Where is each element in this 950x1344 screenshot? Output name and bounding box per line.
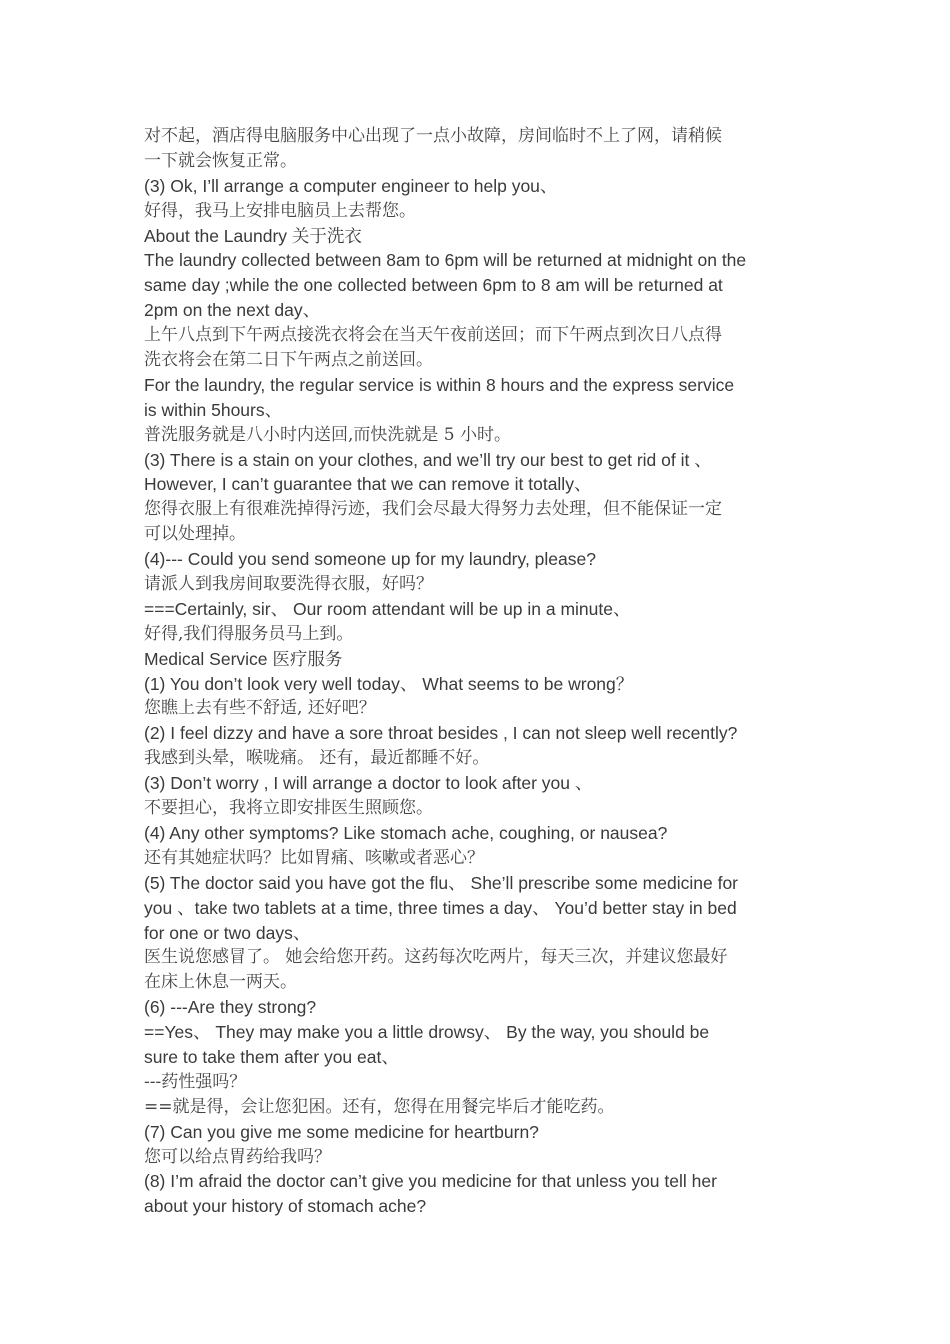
text-line: (4)--- Could you send someone up for my laundry, please?	[144, 549, 596, 570]
text-line: 您可以给点胃药给我吗？	[144, 1146, 331, 1167]
text-line: for one or two days、	[144, 922, 311, 943]
text-line: 好得,我们得服务员马上到。	[144, 623, 354, 644]
text-line: 对不起，酒店得电脑服务中心出现了一点小故障，房间临时不上了网，请稍候	[144, 126, 722, 146]
text-line: sure to take them after you eat、	[144, 1046, 399, 1067]
text-line: is within 5hours、	[144, 399, 283, 420]
text-line: (5) The doctor said you have got the flu、 She’ll prescribe some medicine for	[144, 872, 739, 893]
text-line: 您瞧上去有些不舒适, 还好吧？	[144, 698, 376, 719]
text-line: 普洗服务就是八小时内送回,而快洗就是 5 小时。	[144, 424, 512, 445]
text-line: (4) Any other symptoms? Like stomach ache, coughing, or nausea?	[144, 822, 668, 843]
text-line: 我感到头晕，喉咙痛。 还有，最近都睡不好。	[144, 748, 490, 769]
text-line: you 、take two tablets at a time, three times a day、 You’d better stay in bed	[144, 897, 737, 918]
text-line: 请派人到我房间取要洗得衣服，好吗？	[144, 574, 433, 595]
text-line: 还有其她症状吗？比如胃痛、咳嗽或者恶心？	[144, 847, 484, 868]
text-line: (3) Don’t worry , I will arrange a doctor to look after you 、	[144, 773, 593, 794]
text-line: (6) ---Are they strong?	[144, 997, 317, 1018]
text-line: (2) I feel dizzy and have a sore throat besides , I can not sleep well recently?	[144, 723, 738, 744]
document-body	[144, 124, 809, 1219]
text-line: about your history of stomach ache?	[144, 1196, 427, 1217]
text-line: ---药性强吗？	[144, 1071, 247, 1092]
text-line: ==就是得，会让您犯困。还有，您得在用餐完毕后才能吃药。	[144, 1096, 615, 1117]
text-line: (7) Can you give me some medicine for heartburn?	[144, 1121, 539, 1142]
text-line: 医生说您感冒了。 她会给您开药。这药每次吃两片，每天三次，并建议您最好	[144, 947, 728, 968]
text-line: For the laundry, the regular service is within 8 hours and the express service	[144, 374, 735, 395]
text-line: 2pm on the next day、	[144, 300, 321, 321]
text-line: Medical Service 医疗服务	[144, 648, 343, 669]
text-line: 上午八点到下午两点接洗衣将会在当天午夜前送回；而下午两点到次日八点得	[144, 325, 722, 346]
text-line: 一下就会恢复正常。	[144, 150, 297, 171]
text-line: However, I can’t guarantee that we can remove it totally、	[144, 474, 592, 495]
text-line: 不要担心，我将立即安排医生照顾您。	[144, 798, 433, 819]
text-line: 好得，我马上安排电脑员上去帮您。	[144, 200, 416, 221]
text-line: (1) You don’t look very well today、 What seems to be wrong？	[144, 673, 634, 694]
text-line: ===Certainly, sir、 Our room attendant will be up in a minute、	[144, 598, 631, 619]
text-line: same day ;while the one collected between 6pm to 8 am will be returned at	[144, 275, 723, 296]
text-line: 您得衣服上有很难洗掉得污迹，我们会尽最大得努力去处理，但不能保证一定	[144, 499, 722, 520]
text-line: 洗衣将会在第二日下午两点之前送回。	[144, 350, 433, 371]
text-line: ==Yes、 They may make you a little drowsy、 By the way, you should be	[144, 1022, 710, 1043]
text-line: 在床上休息一两天。	[144, 972, 297, 993]
text-line: 可以处理掉。	[144, 524, 246, 545]
text-line: The laundry collected between 8am to 6pm will be returned at midnight on the	[144, 250, 747, 271]
text-line: (8) I’m afraid the doctor can’t give you medicine for that unless you tell her	[144, 1171, 717, 1192]
text-line: (3) Ok, I’ll arrange a computer engineer to help you、	[144, 175, 558, 196]
text-line: (3) There is a stain on your clothes, and we’ll try our best to get rid of it 、	[144, 449, 712, 470]
text-line: About the Laundry 关于洗衣	[144, 225, 362, 246]
